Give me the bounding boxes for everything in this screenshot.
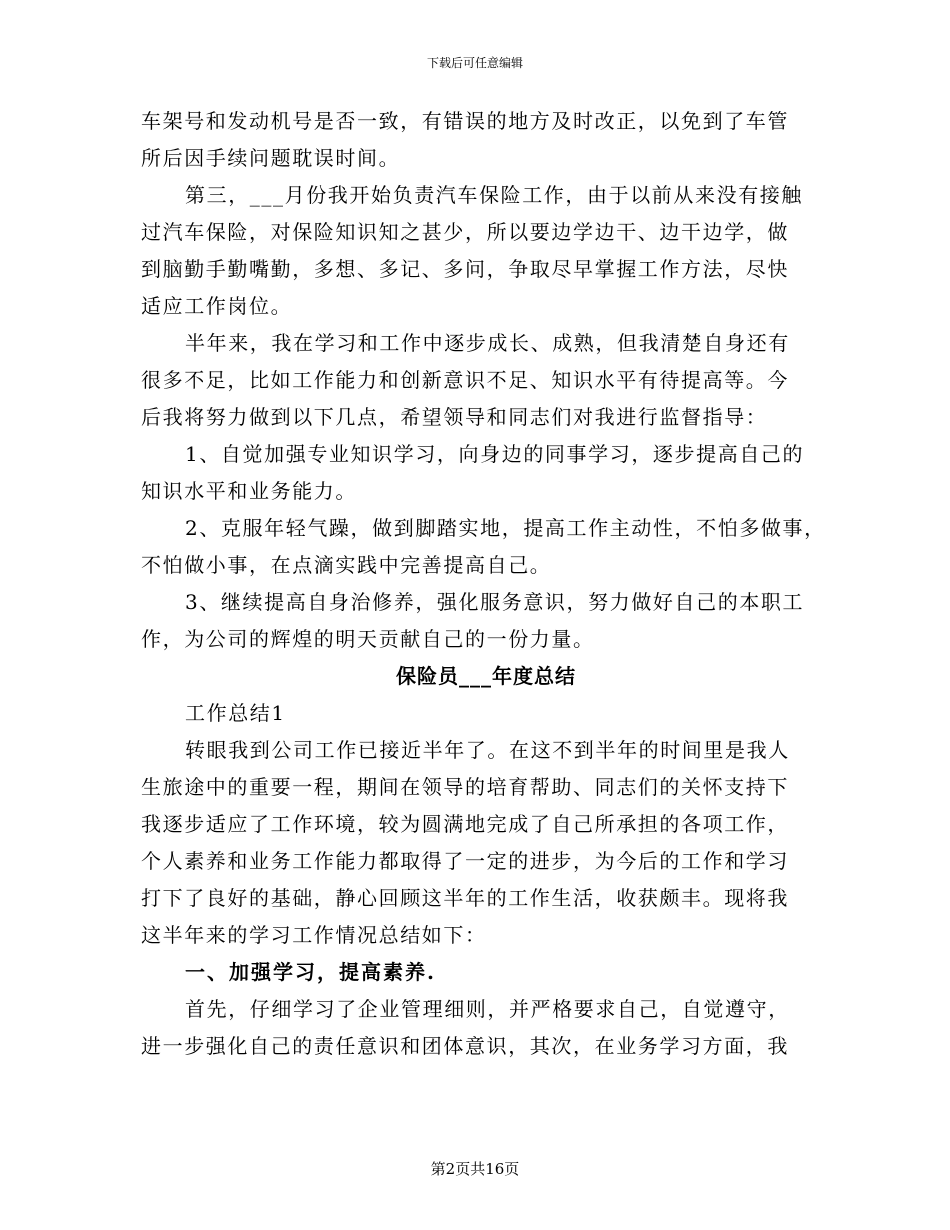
document-body [141,103,831,1065]
body-line: 不怕做小事，在点滴实践中完善提高自己。 [141,553,552,577]
page-number: 第2页共16页 [430,1160,520,1178]
body-line: 进一步强化自己的责任意识和团体意识，其次，在业务学习方面，我 [141,1034,789,1058]
body-line: 生旅途中的重要一程，期间在领导的培育帮助、同志们的关怀支持下 [141,775,789,799]
list-item: 2、克服年轻气躁，做到脚踏实地，提高工作主动性，不怕多做事， [185,516,826,540]
header-note: 下载后可任意编辑 [426,56,523,70]
list-item: 3、继续提高自身治修养，强化服务意识，努力做好自己的本职工 [185,590,805,614]
body-line: 后我将努力做到以下几点，希望领导和同志们对我进行监督指导： [141,405,768,429]
section-title: 保险员___年度总结 [396,664,576,688]
body-line: 转眼我到公司工作已接近半年了。在这不到半年的时间里是我人 [185,738,790,762]
body-line: 首先，仔细学习了企业管理细则，并严格要求自己，自觉遵守， [185,997,790,1021]
body-line: 很多不足，比如工作能力和创新意识不足、知识水平有待提高等。今 [141,368,789,392]
body-line: 所后因手续问题耽误时间。 [141,146,401,170]
body-line: 适应工作岗位。 [141,294,293,318]
section-heading: 一、加强学习，提高素养. [185,960,436,984]
body-line: 半年来，我在学习和工作中逐步成长、成熟，但我清楚自身还有 [185,331,790,355]
list-item: 1、自觉加强专业知识学习，向身边的同事学习，逐步提高自己的 [185,442,805,466]
body-line: 我逐步适应了工作环境，较为圆满地完成了自己所承担的各项工作， [141,812,789,836]
body-line: 到脑勤手勤嘴勤，多想、多记、多问，争取尽早掌握工作方法，尽快 [141,257,789,281]
body-line: 第三，___月份我开始负责汽车保险工作，由于以前从来没有接触 [185,183,803,207]
body-line: 知识水平和业务能力。 [141,479,357,503]
body-line: 过汽车保险，对保险知识知之甚少，所以要边学边干、边干边学，做 [141,220,789,244]
body-line: 打下了良好的基础，静心回顾这半年的工作生活，收获颇丰。现将我 [141,886,789,910]
body-line: 这半年来的学习工作情况总结如下： [141,923,487,947]
body-line: 车架号和发动机号是否一致，有错误的地方及时改正，以免到了车管 [141,109,789,133]
subsection-label: 工作总结1 [185,701,286,725]
body-line: 个人素养和业务工作能力都取得了一定的进步，为今后的工作和学习 [141,849,789,873]
body-line: 作，为公司的辉煌的明天贡献自己的一份力量。 [141,627,595,651]
